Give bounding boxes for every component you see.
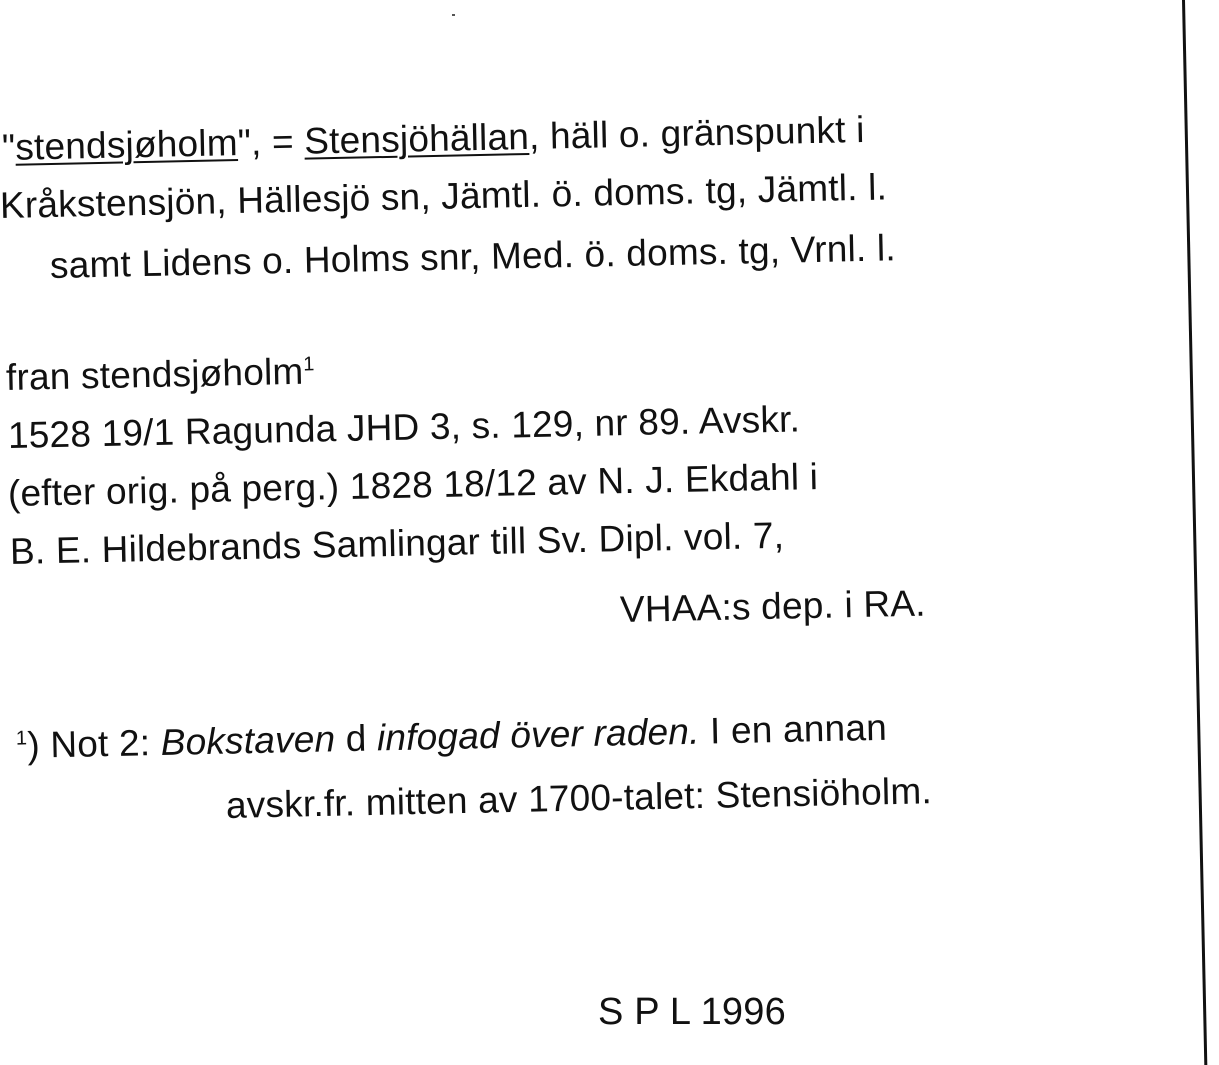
page-edge-line xyxy=(1182,0,1207,1065)
source-line-5: VHAA:s dep. i RA. xyxy=(619,582,927,630)
footnote-mark-close: ) Not 2: xyxy=(26,721,162,766)
entry-line-2: Kråkstensjön, Hällesjö sn, Jämtl. ö. doms. tg, Jämtl. l. xyxy=(0,166,888,226)
entry-line-1-rest: , häll o. gränspunkt i xyxy=(528,108,865,157)
signature: S P L 1996 xyxy=(598,991,786,1033)
footnote-letter: d xyxy=(334,717,378,760)
footnote-mark: 1 xyxy=(15,727,28,750)
entry-line-3: samt Lidens o. Holms snr, Med. ö. doms. tg, Vrnl. l. xyxy=(49,227,897,286)
source-form: fran stendsjøholm xyxy=(5,350,304,398)
headword-suffix: ", = xyxy=(237,120,305,164)
source-form-line xyxy=(6,350,316,400)
headword-prefix: " xyxy=(1,126,16,168)
entry-line-1 xyxy=(2,108,865,170)
footnote-italic-2: infogad över raden. xyxy=(376,710,700,759)
scan-speck xyxy=(452,14,455,16)
footnote-line-2: avskr.fr. mitten av 1700-talet: Stensiöholm. xyxy=(225,770,933,826)
source-footnote-mark: 1 xyxy=(303,353,315,376)
source-line-3: (efter orig. på perg.) 1828 18/12 av N. J. Ekdahl i xyxy=(7,456,819,514)
source-line-2: 1528 19/1 Ragunda JHD 3, s. 129, nr 89. Avskr. xyxy=(7,398,801,456)
source-line-4: B. E. Hildebrands Samlingar till Sv. Dipl. vol. 7, xyxy=(9,514,785,572)
footnote-line-1 xyxy=(16,706,888,768)
footnote-rest: I en annan xyxy=(699,706,888,752)
headword: stendsjøholm xyxy=(14,122,239,168)
footnote-italic-1: Bokstaven xyxy=(160,718,336,763)
modern-name: Stensjöhällan xyxy=(303,115,530,162)
